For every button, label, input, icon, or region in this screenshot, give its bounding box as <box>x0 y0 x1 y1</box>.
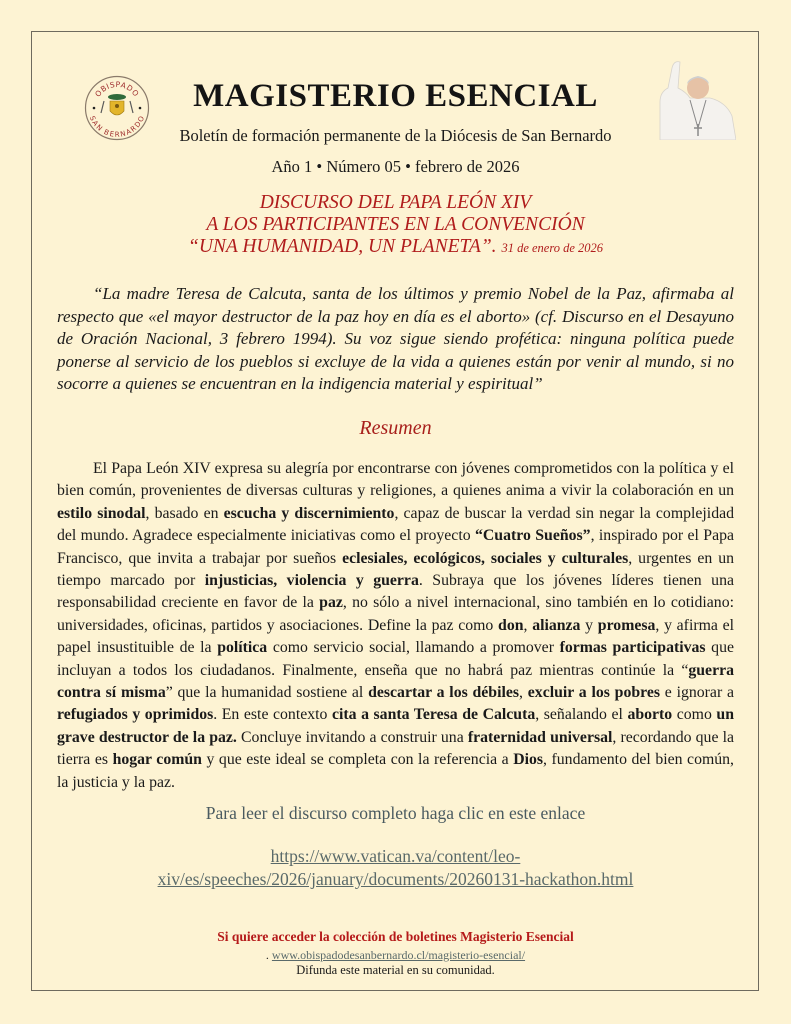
summary-text: , fundamento del bien común, la justicia y la paz. <box>57 751 735 791</box>
featured-quote: “La madre Teresa de Calcuta, santa de los últimos y premio Nobel de la Paz, afirmaba al respecto que «el mayor destructor de la paz hoy en día es el aborto» (cf. Discurso en el Desayuno de Oración Nacional, 3 febrero 1994). Su voz sigue siendo profética: ninguna política puede ponerse al servicio de los pueblos si excluye de la vida a quienes están por venir al mundo, si no socorre a quienes se encuentran en la indigencia material y espiritual” <box>57 284 734 393</box>
bulletin-title: MAGISTERIO ESENCIAL <box>193 78 598 114</box>
summary-emphasis: “Cuatro Sueños” <box>475 527 591 545</box>
summary-text: y <box>580 616 598 634</box>
summary-text: . En este contexto <box>213 706 332 724</box>
summary-text: , basado en <box>145 504 224 522</box>
summary-text: y que este ideal se completa con la referencia a <box>201 751 514 769</box>
footer-note: Difunda este material en su comunidad. <box>296 963 495 977</box>
summary-emphasis: aborto <box>627 706 673 724</box>
summary-text: ” que la humanidad sostiene al <box>165 684 369 702</box>
summary-emphasis: descartar a los débiles <box>368 684 520 702</box>
summary-emphasis: injusticias, violencia y guerra <box>204 572 419 590</box>
summary-text: . Subraya que los jóvenes líderes tienen una responsabilidad creciente en favor de la <box>57 572 734 612</box>
summary-text: El Papa León XIV expresa su alegría por encontrarse con jóvenes comprometidos con la política y el bien común, provenientes de diversas culturas y religiones, a quienes anima a vivir la colaboración en un <box>57 460 734 500</box>
summary-emphasis: eclesiales, ecológicos, sociales y culturales <box>342 549 629 567</box>
footer-url-line <box>0 948 791 963</box>
read-more-text: Para leer el discurso completo haga clic en este enlace <box>205 803 586 823</box>
svg-text:OBISPADO: OBISPADO <box>93 79 141 99</box>
footer-collection-title: Si quiere acceder la colección de boletines Magisterio Esencial <box>217 929 574 944</box>
summary-text: , señalando el <box>535 706 628 724</box>
speech-date: 31 de enero de 2026 <box>501 241 604 255</box>
summary-emphasis: hogar común <box>112 751 202 769</box>
summary-text: , no sólo a nivel internacional, sino también en lo cotidiano: universidades, oficinas, partidos y asociaciones. Define la paz como <box>57 594 734 634</box>
speech-link[interactable]: https://www.vatican.va/content/leo-xiv/es/speeches/2026/january/documents/20260131-hackathon.html <box>157 846 634 889</box>
summary-text: como <box>672 706 717 724</box>
summary-emphasis: cita a santa Teresa de Calcuta <box>331 706 536 724</box>
speech-title-line-1: DISCURSO DEL PAPA LEÓN XIV <box>259 192 532 213</box>
summary-emphasis: escucha y discernimiento <box>223 504 395 522</box>
summary-emphasis: guerra contra sí misma <box>57 661 734 702</box>
speech-title-line-3: “UNA HUMANIDAD, UN PLANETA”. <box>187 236 497 257</box>
summary-text: , <box>523 616 533 634</box>
summary-text: , urgentes en un tiempo marcado por <box>57 549 735 590</box>
speech-title-line-2: A LOS PARTICIPANTES EN LA CONVENCIÓN <box>206 214 585 235</box>
summary-text: , capaz de buscar la verdad sin negar la complejidad del mundo. Agradece especialmente iniciativas como el proyecto <box>57 504 735 545</box>
summary-emphasis: don <box>498 616 524 634</box>
summary-text: como servicio social, llamando a promover <box>267 639 560 657</box>
collection-link[interactable]: www.obispadodesanbernardo.cl/magisterio-esencial/ <box>271 948 526 962</box>
summary-text: , inspirado por el Papa Francisco, que invita a trabajar por sueños <box>57 527 735 567</box>
summary-text: e ignorar a <box>660 684 734 702</box>
summary-emphasis: paz <box>319 594 343 612</box>
summary-heading: Resumen <box>359 417 432 439</box>
summary-emphasis: promesa <box>597 616 656 634</box>
summary-emphasis: fraternidad universal <box>467 728 613 746</box>
summary-emphasis: estilo sinodal <box>57 504 146 522</box>
summary-text: , recordando que la tierra es <box>57 728 734 769</box>
bulletin-subtitle: Boletín de formación permanente de la Diócesis de San Bernardo <box>179 126 612 145</box>
summary-text: Concluye invitando a construir una <box>236 728 468 746</box>
summary-emphasis: Dios <box>513 751 544 769</box>
summary-text: que incluyan a todos los ciudadanos. Finalmente, enseña que no habrá paz mientras continúe la “ <box>57 639 734 679</box>
footer-url-prefix: . <box>265 948 272 962</box>
summary-emphasis: alianza <box>532 616 581 634</box>
speech-title <box>0 192 791 259</box>
summary-text: , y afirma el papel insustituible de la <box>57 616 734 657</box>
summary-emphasis: un grave destructor de la paz. <box>57 706 734 746</box>
issue-info: Año 1 • Número 05 • febrero de 2026 <box>271 157 520 176</box>
summary-emphasis: política <box>217 639 268 657</box>
summary-text: , <box>519 684 528 702</box>
svg-text:SAN BERNARDO: SAN BERNARDO <box>87 114 147 139</box>
summary-emphasis: refugiados y oprimidos <box>57 706 214 724</box>
summary-emphasis: excluir a los pobres <box>527 684 661 702</box>
summary-paragraph <box>57 458 734 794</box>
summary-emphasis: formas participativas <box>559 639 706 657</box>
